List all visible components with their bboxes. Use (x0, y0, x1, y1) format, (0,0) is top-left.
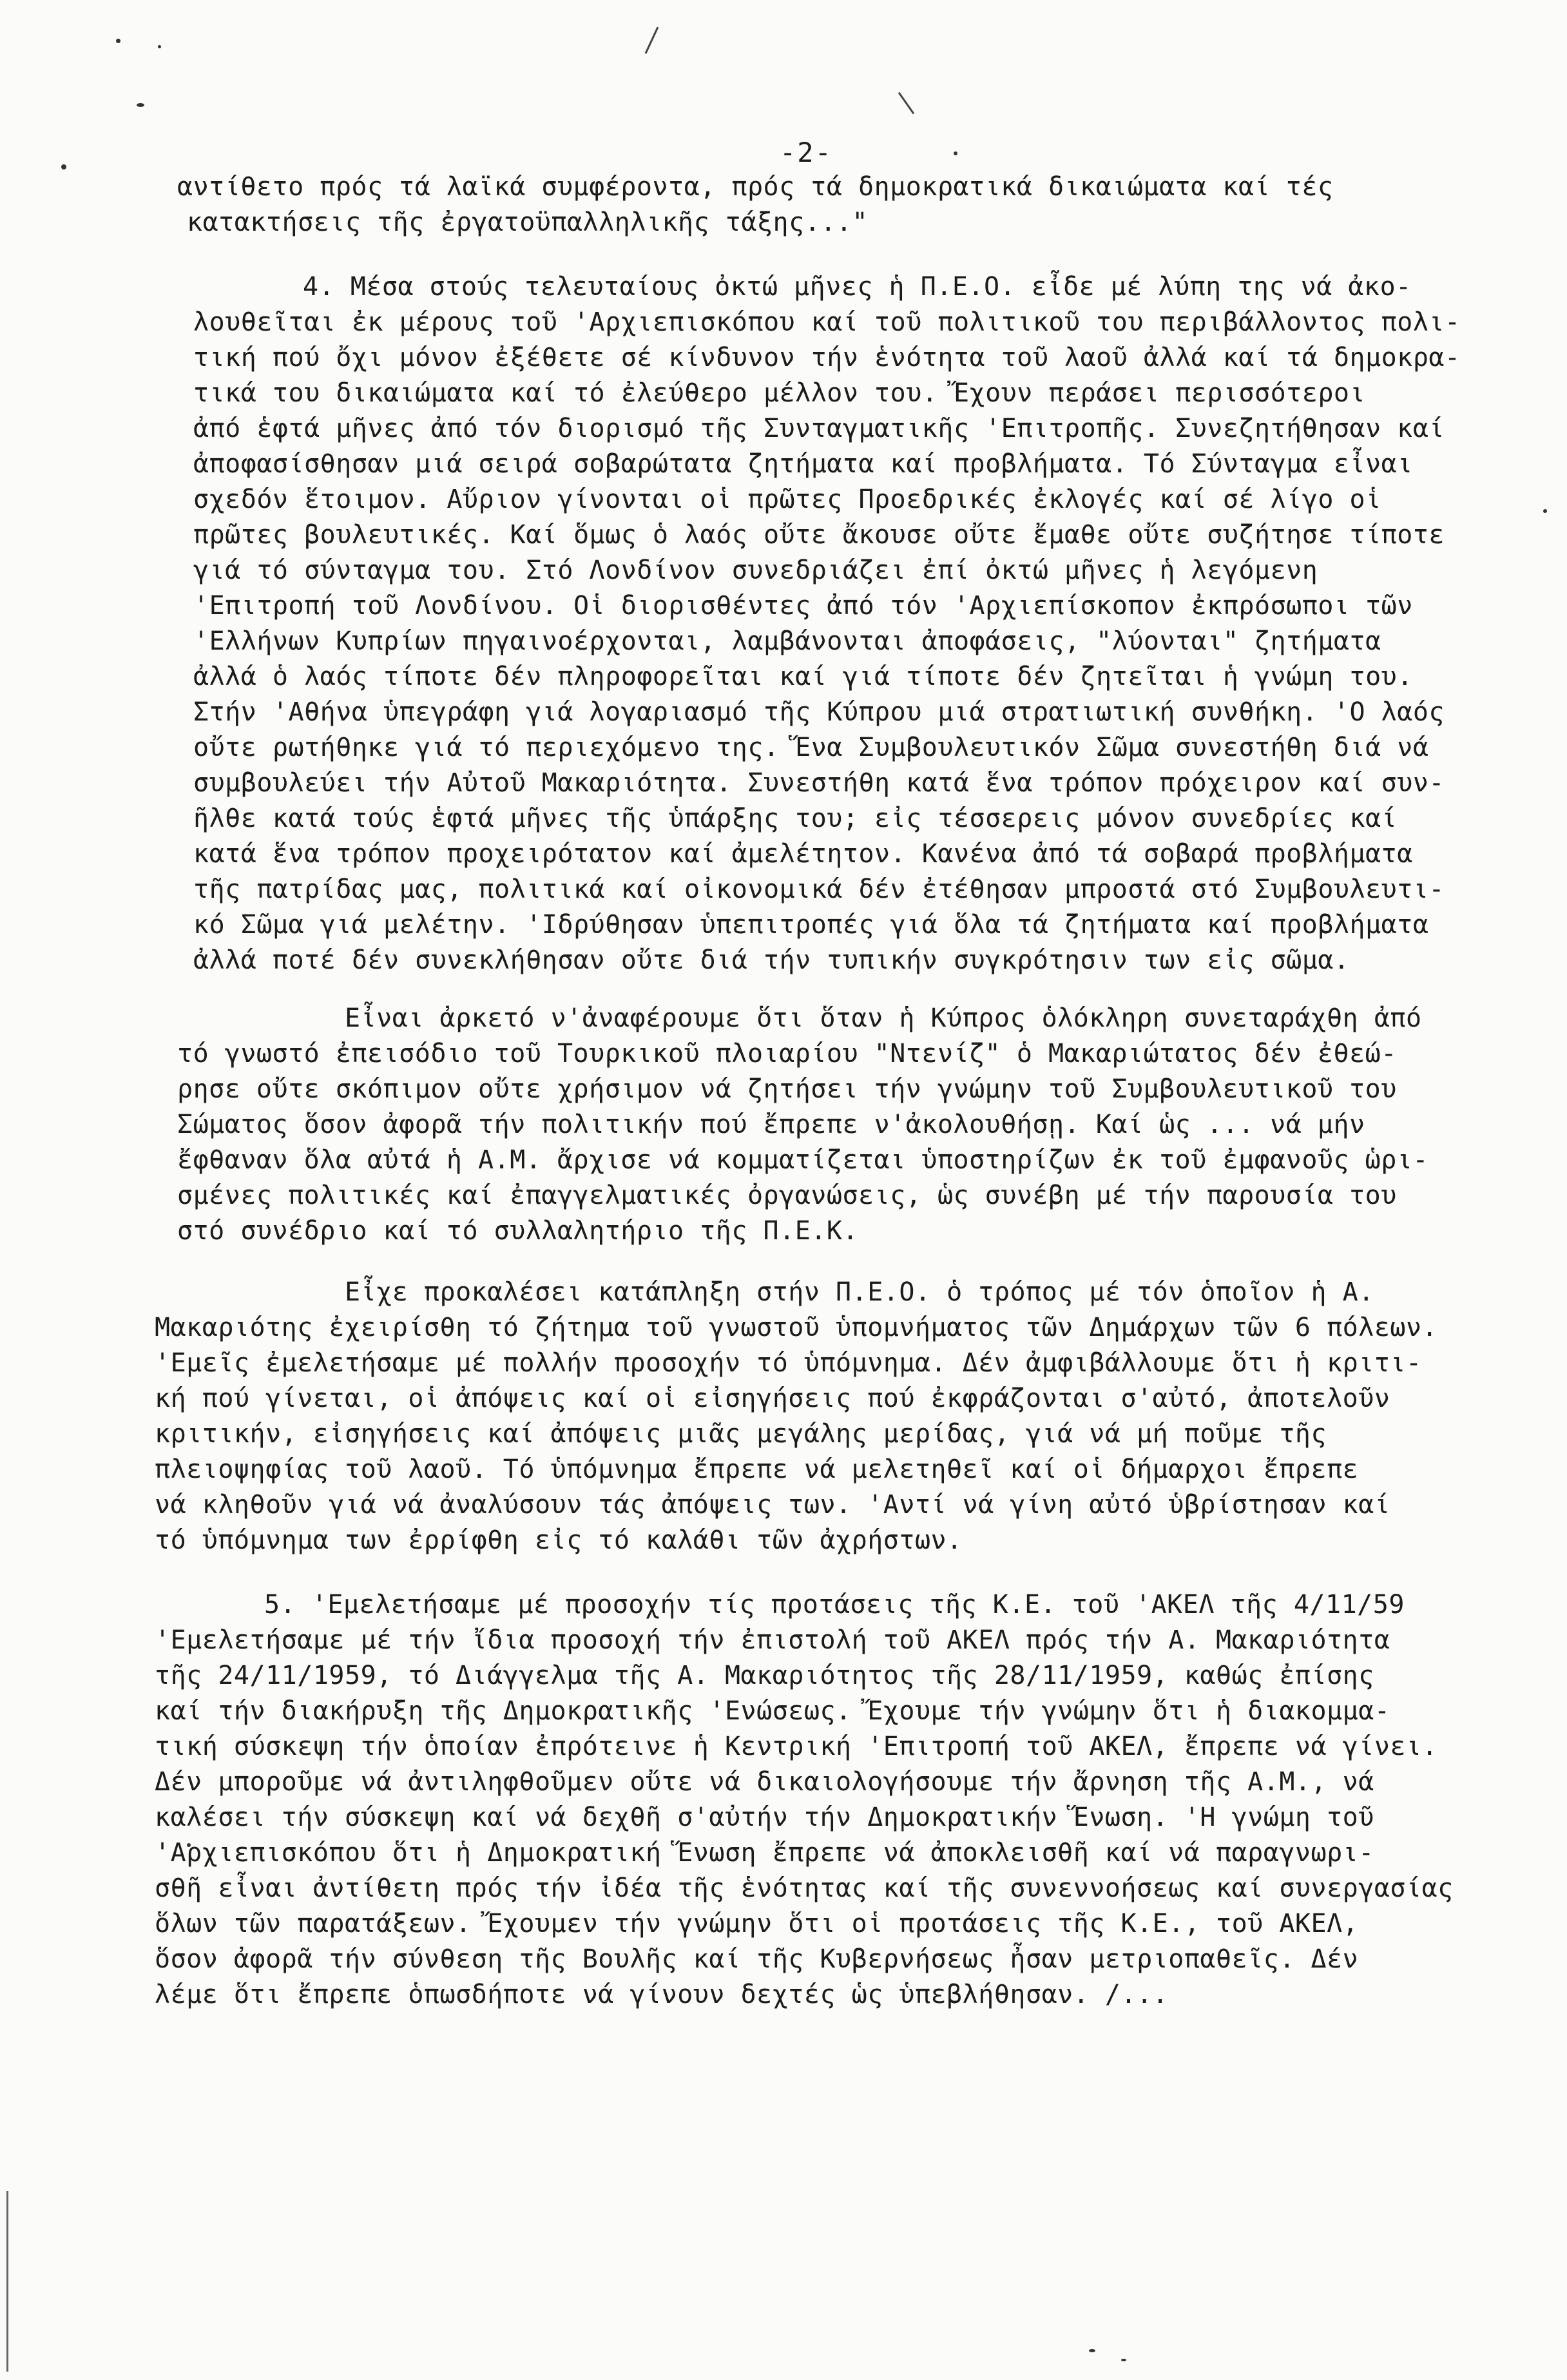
text-line: ὅλων τῶν παρατάξεων. Ἔχουμεν τήν γνώμην ὅτι οἱ προτάσεις τῆς Κ.Ε., τοῦ ΑΚΕΛ, (155, 1909, 1359, 1939)
text-line: καί τήν διακήρυξη τῆς Δημοκρατικῆς 'Ενώσεως. Ἔχουμε τήν γνώμην ὅτι ἡ διακομμα- (155, 1696, 1390, 1726)
scan-speck (1089, 2349, 1095, 2352)
text-line: κριτικήν, εἰσηγήσεις καί ἀπόψεις μιᾶς μεγάλης μερίδας, γιά νά μή ποῦμε τῆς (155, 1419, 1327, 1449)
scan-speck (116, 39, 120, 43)
text-line: τική σύσκεψη τήν ὁποίαν ἐπρότεινε ἡ Κεντρική 'Επιτροπή τοῦ ΑΚΕΛ, ἔπρεπε νά γίνει. (155, 1732, 1438, 1761)
scan-speck (954, 151, 957, 155)
text-line: καλέσει τήν σύσκεψη καί νά δεχθῆ σ'αὐτήν τήν Δημοκρατικήν Ἕνωση. 'Η γνώμη τοῦ (155, 1803, 1374, 1832)
scan-speck (61, 164, 66, 169)
text-line: 'Εμεῖς ἐμελετήσαμε μέ πολλήν προσοχήν τό ὑπόμνημα. Δέν ἀμφιβάλλουμε ὅτι ἡ κριτι- (155, 1348, 1422, 1378)
text-line: 'Αρχιεπισκόπου ὅτι ἡ Δημοκρατική Ἕνωση ἔπρεπε νά ἀποκλεισθῆ καί νά παραγνωρι- (155, 1838, 1374, 1868)
text-line: κατά ἕνα τρόπον προχειρότατον καί ἀμελέτητον. Κανένα ἀπό τά σοβαρά προβλήματα (193, 839, 1413, 869)
text-line: Σώματος ὅσον ἀφορᾶ τήν πολιτικήν πού ἔπρεπε ν'ἀκολουθήσῃ. Καί ὡς ... νά μήν (177, 1110, 1365, 1139)
text-line: γιά τό σύνταγμα του. Στό Λονδίνον συνεδριάζει ἐπί ὀκτώ μῆνες ἡ λεγόμενη (193, 556, 1318, 585)
text-line: τῆς 24/11/1959, τό Διάγγελμα τῆς Α. Μακαριότητος τῆς 28/11/1959, καθώς ἐπίσης (155, 1661, 1374, 1690)
text-line: 5. 'Εμελετήσαμε μέ προσοχήν τίς προτάσεις τῆς Κ.Ε. τοῦ 'ΑΚΕΛ τῆς 4/11/59 (264, 1590, 1405, 1620)
scan-speck (158, 45, 161, 48)
text-line: τική πού ὄχι μόνον ἐξέθετε σέ κίνδυνον τήν ἑνότητα τοῦ λαοῦ ἀλλά καί τά δημοκρα- (193, 343, 1461, 372)
text-line: κατακτήσεις τῆς ἐργατοϋπαλληλικῆς τάξης..." (187, 208, 869, 237)
text-line: ἀποφασίσθησαν μιά σειρά σοβαρώτατα ζητήματα καί προβλήματα. Τό Σύνταγμα εἶναι (193, 449, 1413, 479)
text-line: τό γνωστό ἐπεισόδιο τοῦ Τουρκικοῦ πλοιαρίου "Ντενίζ" ὁ Μακαριώτατος δέν ἐθεώ- (177, 1039, 1397, 1069)
text-line: 'Επιτροπή τοῦ Λονδίνου. Οἱ διορισθέντες ἀπό τόν 'Αρχιεπίσκοπον ἐκπρόσωποι τῶν (193, 591, 1413, 621)
text-line: 'Ελλήνων Κυπρίων πηγαινοέρχονται, λαμβάνονται ἀποφάσεις, "λύονται" ζητήματα (193, 626, 1381, 656)
scan-mark (6, 2191, 8, 2372)
text-line: τό ὑπόμνημα των ἐρρίφθη εἰς τό καλάθι τῶν ἀχρήστων. (155, 1525, 963, 1555)
text-line: 'Εμελετήσαμε μέ τήν ἴδια προσοχή τήν ἐπιστολή τοῦ ΑΚΕΛ πρός τήν Α. Μακαριότητα (155, 1625, 1390, 1655)
text-line: λέμε ὅτι ἔπρεπε ὁπωσδήποτε νά γίνουν δεχτές ὡς ὑπεβλήθησαν. /... (155, 1980, 1169, 2009)
text-line: αντίθετο πρός τά λαϊκά συμφέροντα, πρός τά δημοκρατικά δικαιώματα καί τές (177, 172, 1334, 202)
text-line: τικά του δικαιώματα καί τό ἐλεύθερο μέλλον του. Ἔχουν περάσει περισσότεροι (193, 378, 1366, 408)
text-line: σχεδόν ἕτοιμον. Αὔριον γίνονται οἱ πρῶτες Προεδρικές ἐκλογές καί σέ λίγο οἱ (193, 485, 1381, 514)
scan-speck (137, 103, 144, 107)
text-line: κό Σῶμα γιά μελέτην. 'Ιδρύθησαν ὑπεπιτροπές γιά ὅλα τά ζητήματα καί προβλήματα (193, 910, 1429, 940)
text-line: κή πού γίνεται, οἱ ἀπόψεις καί οἱ εἰσηγήσεις πού ἐκφράζονται σ'αὐτό, ἀποτελοῦν (155, 1384, 1390, 1413)
text-line: ὅσον ἀφορᾶ τήν σύνθεση τῆς Βουλῆς καί τῆς Κυβερνήσεως ἦσαν μετριοπαθεῖς. Δέν (155, 1944, 1359, 1974)
scan-mark (645, 26, 659, 53)
text-line: ἀλλά ποτέ δέν συνεκλήθησαν οὔτε διά τήν τυπικήν συγκρότησιν των εἰς σῶμα. (193, 945, 1350, 975)
scan-speck (1543, 509, 1547, 513)
text-line: ρησε οὔτε σκόπιμον οὔτε χρήσιμον νά ζητήσει τήν γνώμην τοῦ Συμβουλευτικοῦ του (177, 1074, 1397, 1104)
text-line: Στήν 'Αθήνα ὑπεγράφη γιά λογαριασμό τῆς Κύπρου μιά στρατιωτική συνθήκη. 'Ο λαός (193, 697, 1445, 727)
text-line: Εἶναι ἀρκετό ν'ἀναφέρουμε ὅτι ὅταν ἡ Κύπρος ὁλόκληρη συνεταράχθη ἀπό (345, 1003, 1422, 1033)
text-line: πλειοψηφίας τοῦ λαοῦ. Τό ὑπόμνημα ἔπρεπε νά μελετηθεῖ καί οἱ δήμαρχοι ἔπρεπε (155, 1455, 1359, 1484)
text-line: 4. Μέσα στούς τελευταίους ὀκτώ μῆνες ἡ Π.Ε.Ο. εἶδε μέ λύπη της νά ἀκο- (303, 272, 1412, 302)
text-line: οὔτε ρωτήθηκε γιά τό περιεχόμενο της. Ἕνα Συμβουλευτικόν Σῶμα συνεστήθη διά νά (193, 733, 1429, 762)
text-line: στό συνέδριο καί τό συλλαλητήριο τῆς Π.Ε.Κ. (177, 1216, 859, 1246)
text-line: ἔφθαναν ὅλα αὐτά ἡ Α.Μ. ἄρχισε νά κομματίζεται ὑποστηρίζων ἐκ τοῦ ἐμφανοῦς ὡρι- (177, 1145, 1428, 1175)
text-line: ἀλλά ὁ λαός τίποτε δέν πληροφορεῖται καί γιά τίποτε δέν ζητεῖται ἡ γνώμη του. (193, 662, 1413, 692)
scan-mark (898, 92, 914, 114)
text-line: τῆς πατρίδας μας, πολιτικά καί οἰκονομικά δέν ἐτέθησαν μπροστά στό Συμβουλευτι- (193, 875, 1445, 904)
text-line: Μακαριότης ἐχειρίσθη τό ζήτημα τοῦ γνωστοῦ ὑπομνήματος τῶν Δημάρχων τῶν 6 πόλεων. (155, 1313, 1438, 1342)
text-line: ἀπό ἑφτά μῆνες ἀπό τόν διορισμό τῆς Συνταγματικῆς 'Επιτροπῆς. Συνεζητήθησαν καί (193, 414, 1445, 443)
text-line: σμένες πολιτικές καί ἐπαγγελματικές ὀργανώσεις, ὡς συνέβη μέ τήν παρουσία του (177, 1181, 1397, 1210)
text-line: Εἶχε προκαλέσει κατάπληξη στήν Π.Ε.Ο. ὁ τρόπος μέ τόν ὁποῖον ἡ Α. (345, 1277, 1374, 1307)
text-line: νά κληθοῦν γιά νά ἀναλύσουν τάς ἀπόψεις των. 'Αντί νά γίνη αὐτό ὑβρίστησαν καί (155, 1490, 1390, 1520)
text-line: σθῆ εἶναι ἀντίθετη πρός τήν ἰδέα τῆς ἑνότητας καί τῆς συνεννοήσεως καί συνεργασίας (155, 1873, 1454, 1903)
page-number: -2- (780, 137, 832, 168)
scan-speck (1121, 2359, 1126, 2361)
text-line: Δέν μποροῦμε νά ἀντιληφθοῦμεν οὔτε νά δικαιολογήσουμε τήν ἄρνηση τῆς Α.Μ., νά (155, 1767, 1374, 1797)
text-line: ῆλθε κατά τούς ἑφτά μῆνες τῆς ὑπάρξης του; εἰς τέσσερεις μόνον συνεδρίες καί (193, 804, 1398, 833)
text-line: πρῶτες βουλευτικές. Καί ὅμως ὁ λαός οὔτε ἄκουσε οὔτε ἔμαθε οὔτε συζήτησε τίποτε (193, 520, 1445, 550)
text-line: λουθεῖται ἐκ μέρους τοῦ 'Αρχιεπισκόπου καί τοῦ πολιτικοῦ του περιβάλλοντος πολι- (193, 307, 1461, 337)
text-line: συμβουλεύει τήν Αὐτοῦ Μακαριότητα. Συνεστήθη κατά ἕνα τρόπον πρόχειρον καί συν- (193, 768, 1445, 798)
